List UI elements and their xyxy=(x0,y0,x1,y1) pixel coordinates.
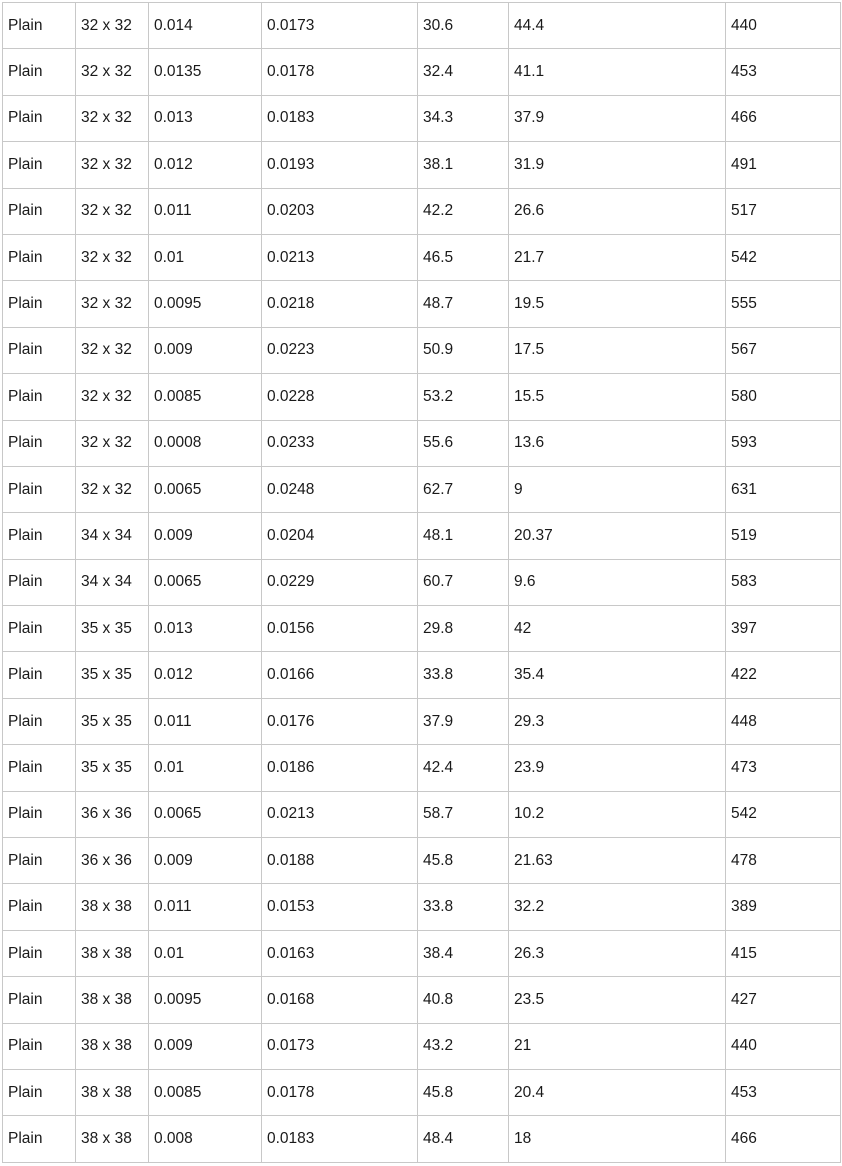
table-cell-col4: 0.0183 xyxy=(262,95,418,141)
table-cell-col3: 0.01 xyxy=(149,930,262,976)
table-cell-col7: 583 xyxy=(726,559,841,605)
table-cell-size: 35 x 35 xyxy=(76,698,149,744)
table-cell-col6: 9.6 xyxy=(509,559,726,605)
table-cell-col3: 0.0085 xyxy=(149,1069,262,1115)
table-cell-col3: 0.009 xyxy=(149,327,262,373)
table-cell-type: Plain xyxy=(3,420,76,466)
table-cell-type: Plain xyxy=(3,745,76,791)
table-cell-size: 38 x 38 xyxy=(76,1023,149,1069)
table-cell-col6: 26.6 xyxy=(509,188,726,234)
table-cell-type: Plain xyxy=(3,838,76,884)
table-cell-col5: 42.2 xyxy=(418,188,509,234)
table-cell-size: 36 x 36 xyxy=(76,838,149,884)
table-cell-col4: 0.0204 xyxy=(262,513,418,559)
table-cell-col6: 29.3 xyxy=(509,698,726,744)
table-cell-type: Plain xyxy=(3,1023,76,1069)
table-row xyxy=(3,513,841,559)
table-cell-col3: 0.009 xyxy=(149,838,262,884)
table-cell-col4: 0.0213 xyxy=(262,791,418,837)
table-cell-col7: 580 xyxy=(726,374,841,420)
table-row xyxy=(3,420,841,466)
table-cell-size: 34 x 34 xyxy=(76,559,149,605)
table-cell-col3: 0.014 xyxy=(149,3,262,49)
table-cell-col4: 0.0233 xyxy=(262,420,418,466)
table-cell-col6: 17.5 xyxy=(509,327,726,373)
table-cell-col5: 29.8 xyxy=(418,606,509,652)
table-cell-col4: 0.0183 xyxy=(262,1116,418,1162)
table-cell-col3: 0.011 xyxy=(149,884,262,930)
table-row xyxy=(3,1023,841,1069)
table-cell-type: Plain xyxy=(3,559,76,605)
table-cell-col6: 20.37 xyxy=(509,513,726,559)
table-row xyxy=(3,838,841,884)
table-cell-type: Plain xyxy=(3,884,76,930)
table-cell-col5: 33.8 xyxy=(418,652,509,698)
table-cell-type: Plain xyxy=(3,652,76,698)
table-cell-col7: 519 xyxy=(726,513,841,559)
table-cell-size: 32 x 32 xyxy=(76,188,149,234)
table-cell-col6: 42 xyxy=(509,606,726,652)
table-cell-col3: 0.013 xyxy=(149,606,262,652)
table-row xyxy=(3,374,841,420)
table-cell-col7: 448 xyxy=(726,698,841,744)
table-cell-col5: 48.4 xyxy=(418,1116,509,1162)
table-cell-col5: 40.8 xyxy=(418,977,509,1023)
table-cell-type: Plain xyxy=(3,930,76,976)
table-cell-col7: 422 xyxy=(726,652,841,698)
table-cell-col5: 37.9 xyxy=(418,698,509,744)
table-cell-col4: 0.0229 xyxy=(262,559,418,605)
table-cell-col7: 517 xyxy=(726,188,841,234)
table-row xyxy=(3,930,841,976)
table-cell-size: 38 x 38 xyxy=(76,1116,149,1162)
table-cell-col7: 473 xyxy=(726,745,841,791)
table-row xyxy=(3,606,841,652)
table-row xyxy=(3,791,841,837)
table-row xyxy=(3,142,841,188)
table-cell-size: 38 x 38 xyxy=(76,1069,149,1115)
table-cell-col4: 0.0213 xyxy=(262,234,418,280)
table-cell-type: Plain xyxy=(3,281,76,327)
table-cell-col7: 555 xyxy=(726,281,841,327)
table-cell-col7: 440 xyxy=(726,3,841,49)
table-cell-col7: 466 xyxy=(726,95,841,141)
table-cell-col6: 20.4 xyxy=(509,1069,726,1115)
table-body xyxy=(3,3,841,1163)
table-cell-col7: 567 xyxy=(726,327,841,373)
table-cell-col6: 32.2 xyxy=(509,884,726,930)
table-cell-col7: 466 xyxy=(726,1116,841,1162)
table-cell-col3: 0.0095 xyxy=(149,281,262,327)
table-cell-col5: 30.6 xyxy=(418,3,509,49)
table-cell-col6: 26.3 xyxy=(509,930,726,976)
table-row xyxy=(3,884,841,930)
table-cell-type: Plain xyxy=(3,327,76,373)
table-cell-col5: 50.9 xyxy=(418,327,509,373)
table-cell-size: 32 x 32 xyxy=(76,142,149,188)
table-cell-type: Plain xyxy=(3,698,76,744)
table-cell-col4: 0.0188 xyxy=(262,838,418,884)
table-cell-col6: 23.5 xyxy=(509,977,726,1023)
table-row xyxy=(3,3,841,49)
table-cell-size: 35 x 35 xyxy=(76,606,149,652)
table-cell-col3: 0.01 xyxy=(149,745,262,791)
table-cell-col5: 62.7 xyxy=(418,466,509,512)
table-cell-col3: 0.012 xyxy=(149,652,262,698)
table-cell-type: Plain xyxy=(3,95,76,141)
table-cell-col4: 0.0178 xyxy=(262,1069,418,1115)
table-cell-size: 32 x 32 xyxy=(76,327,149,373)
table-cell-col4: 0.0173 xyxy=(262,3,418,49)
table-cell-col4: 0.0186 xyxy=(262,745,418,791)
table-cell-type: Plain xyxy=(3,1069,76,1115)
table-cell-col5: 55.6 xyxy=(418,420,509,466)
table-cell-col3: 0.0085 xyxy=(149,374,262,420)
table-cell-col4: 0.0178 xyxy=(262,49,418,95)
table-cell-col7: 478 xyxy=(726,838,841,884)
table-row xyxy=(3,281,841,327)
table-cell-type: Plain xyxy=(3,1116,76,1162)
table-cell-col5: 38.1 xyxy=(418,142,509,188)
table-cell-col5: 38.4 xyxy=(418,930,509,976)
table-cell-col5: 43.2 xyxy=(418,1023,509,1069)
table-cell-col4: 0.0193 xyxy=(262,142,418,188)
table-cell-col3: 0.0065 xyxy=(149,559,262,605)
table-cell-col7: 389 xyxy=(726,884,841,930)
table-cell-size: 34 x 34 xyxy=(76,513,149,559)
table-cell-size: 35 x 35 xyxy=(76,652,149,698)
table-cell-col6: 21.7 xyxy=(509,234,726,280)
table-cell-col7: 453 xyxy=(726,49,841,95)
table-cell-size: 32 x 32 xyxy=(76,234,149,280)
table-row xyxy=(3,327,841,373)
table-cell-type: Plain xyxy=(3,513,76,559)
table-cell-col5: 45.8 xyxy=(418,1069,509,1115)
table-cell-col5: 33.8 xyxy=(418,884,509,930)
table-cell-col5: 32.4 xyxy=(418,49,509,95)
table-cell-col5: 48.1 xyxy=(418,513,509,559)
table-cell-type: Plain xyxy=(3,49,76,95)
table-cell-size: 36 x 36 xyxy=(76,791,149,837)
table-row xyxy=(3,234,841,280)
table-cell-col5: 58.7 xyxy=(418,791,509,837)
table-row xyxy=(3,1069,841,1115)
table-cell-col3: 0.0008 xyxy=(149,420,262,466)
table-cell-col3: 0.0095 xyxy=(149,977,262,1023)
table-cell-col5: 34.3 xyxy=(418,95,509,141)
table-cell-size: 38 x 38 xyxy=(76,930,149,976)
table-cell-size: 32 x 32 xyxy=(76,281,149,327)
table-cell-col7: 440 xyxy=(726,1023,841,1069)
table-cell-col7: 593 xyxy=(726,420,841,466)
table-cell-col6: 18 xyxy=(509,1116,726,1162)
table-cell-col3: 0.0135 xyxy=(149,49,262,95)
table-cell-col5: 45.8 xyxy=(418,838,509,884)
table-cell-col3: 0.0065 xyxy=(149,791,262,837)
table-cell-col3: 0.013 xyxy=(149,95,262,141)
table-cell-col5: 60.7 xyxy=(418,559,509,605)
table-cell-col4: 0.0163 xyxy=(262,930,418,976)
table-cell-col6: 9 xyxy=(509,466,726,512)
table-cell-col3: 0.01 xyxy=(149,234,262,280)
table-cell-col7: 397 xyxy=(726,606,841,652)
table-cell-size: 32 x 32 xyxy=(76,466,149,512)
table-cell-type: Plain xyxy=(3,791,76,837)
table-row xyxy=(3,559,841,605)
table-cell-type: Plain xyxy=(3,234,76,280)
table-cell-col5: 53.2 xyxy=(418,374,509,420)
table-row xyxy=(3,49,841,95)
table-cell-size: 32 x 32 xyxy=(76,374,149,420)
table-cell-col7: 453 xyxy=(726,1069,841,1115)
table-cell-col3: 0.011 xyxy=(149,698,262,744)
table-row xyxy=(3,1116,841,1162)
table-cell-col6: 31.9 xyxy=(509,142,726,188)
table-cell-col7: 542 xyxy=(726,234,841,280)
table-row xyxy=(3,977,841,1023)
table-cell-col5: 46.5 xyxy=(418,234,509,280)
table-cell-size: 32 x 32 xyxy=(76,420,149,466)
table-cell-type: Plain xyxy=(3,466,76,512)
table-cell-col3: 0.011 xyxy=(149,188,262,234)
table-cell-type: Plain xyxy=(3,188,76,234)
table-cell-col6: 21 xyxy=(509,1023,726,1069)
table-row xyxy=(3,95,841,141)
table-row xyxy=(3,652,841,698)
table-row xyxy=(3,745,841,791)
table-cell-col7: 491 xyxy=(726,142,841,188)
table-cell-col6: 41.1 xyxy=(509,49,726,95)
table-cell-col6: 15.5 xyxy=(509,374,726,420)
table-cell-col3: 0.008 xyxy=(149,1116,262,1162)
table-cell-col7: 427 xyxy=(726,977,841,1023)
table-cell-col4: 0.0153 xyxy=(262,884,418,930)
table-cell-size: 32 x 32 xyxy=(76,49,149,95)
table-cell-col3: 0.012 xyxy=(149,142,262,188)
table-cell-col6: 13.6 xyxy=(509,420,726,466)
table-cell-col6: 10.2 xyxy=(509,791,726,837)
table-cell-col4: 0.0203 xyxy=(262,188,418,234)
table-cell-type: Plain xyxy=(3,3,76,49)
table-cell-col7: 542 xyxy=(726,791,841,837)
table-cell-size: 32 x 32 xyxy=(76,95,149,141)
table-row xyxy=(3,188,841,234)
table-cell-type: Plain xyxy=(3,606,76,652)
table-cell-col4: 0.0218 xyxy=(262,281,418,327)
table-cell-type: Plain xyxy=(3,374,76,420)
table-row xyxy=(3,698,841,744)
table-cell-col6: 35.4 xyxy=(509,652,726,698)
table-cell-col6: 21.63 xyxy=(509,838,726,884)
table-cell-size: 38 x 38 xyxy=(76,884,149,930)
table-cell-col4: 0.0223 xyxy=(262,327,418,373)
table-cell-col4: 0.0156 xyxy=(262,606,418,652)
table-row xyxy=(3,466,841,512)
table-cell-col4: 0.0176 xyxy=(262,698,418,744)
table-cell-col3: 0.0065 xyxy=(149,466,262,512)
table-cell-col5: 48.7 xyxy=(418,281,509,327)
table-cell-size: 32 x 32 xyxy=(76,3,149,49)
table-cell-col7: 631 xyxy=(726,466,841,512)
table-cell-type: Plain xyxy=(3,142,76,188)
table-cell-col4: 0.0173 xyxy=(262,1023,418,1069)
table-cell-col4: 0.0228 xyxy=(262,374,418,420)
table-cell-col4: 0.0168 xyxy=(262,977,418,1023)
table-cell-col3: 0.009 xyxy=(149,1023,262,1069)
table-cell-col4: 0.0166 xyxy=(262,652,418,698)
table-cell-col7: 415 xyxy=(726,930,841,976)
data-table xyxy=(2,2,841,1163)
table-cell-col6: 44.4 xyxy=(509,3,726,49)
table-cell-size: 38 x 38 xyxy=(76,977,149,1023)
table-cell-col6: 23.9 xyxy=(509,745,726,791)
table-cell-col4: 0.0248 xyxy=(262,466,418,512)
table-cell-col6: 37.9 xyxy=(509,95,726,141)
table-cell-size: 35 x 35 xyxy=(76,745,149,791)
table-cell-type: Plain xyxy=(3,977,76,1023)
table-cell-col3: 0.009 xyxy=(149,513,262,559)
table-cell-col5: 42.4 xyxy=(418,745,509,791)
table-cell-col6: 19.5 xyxy=(509,281,726,327)
